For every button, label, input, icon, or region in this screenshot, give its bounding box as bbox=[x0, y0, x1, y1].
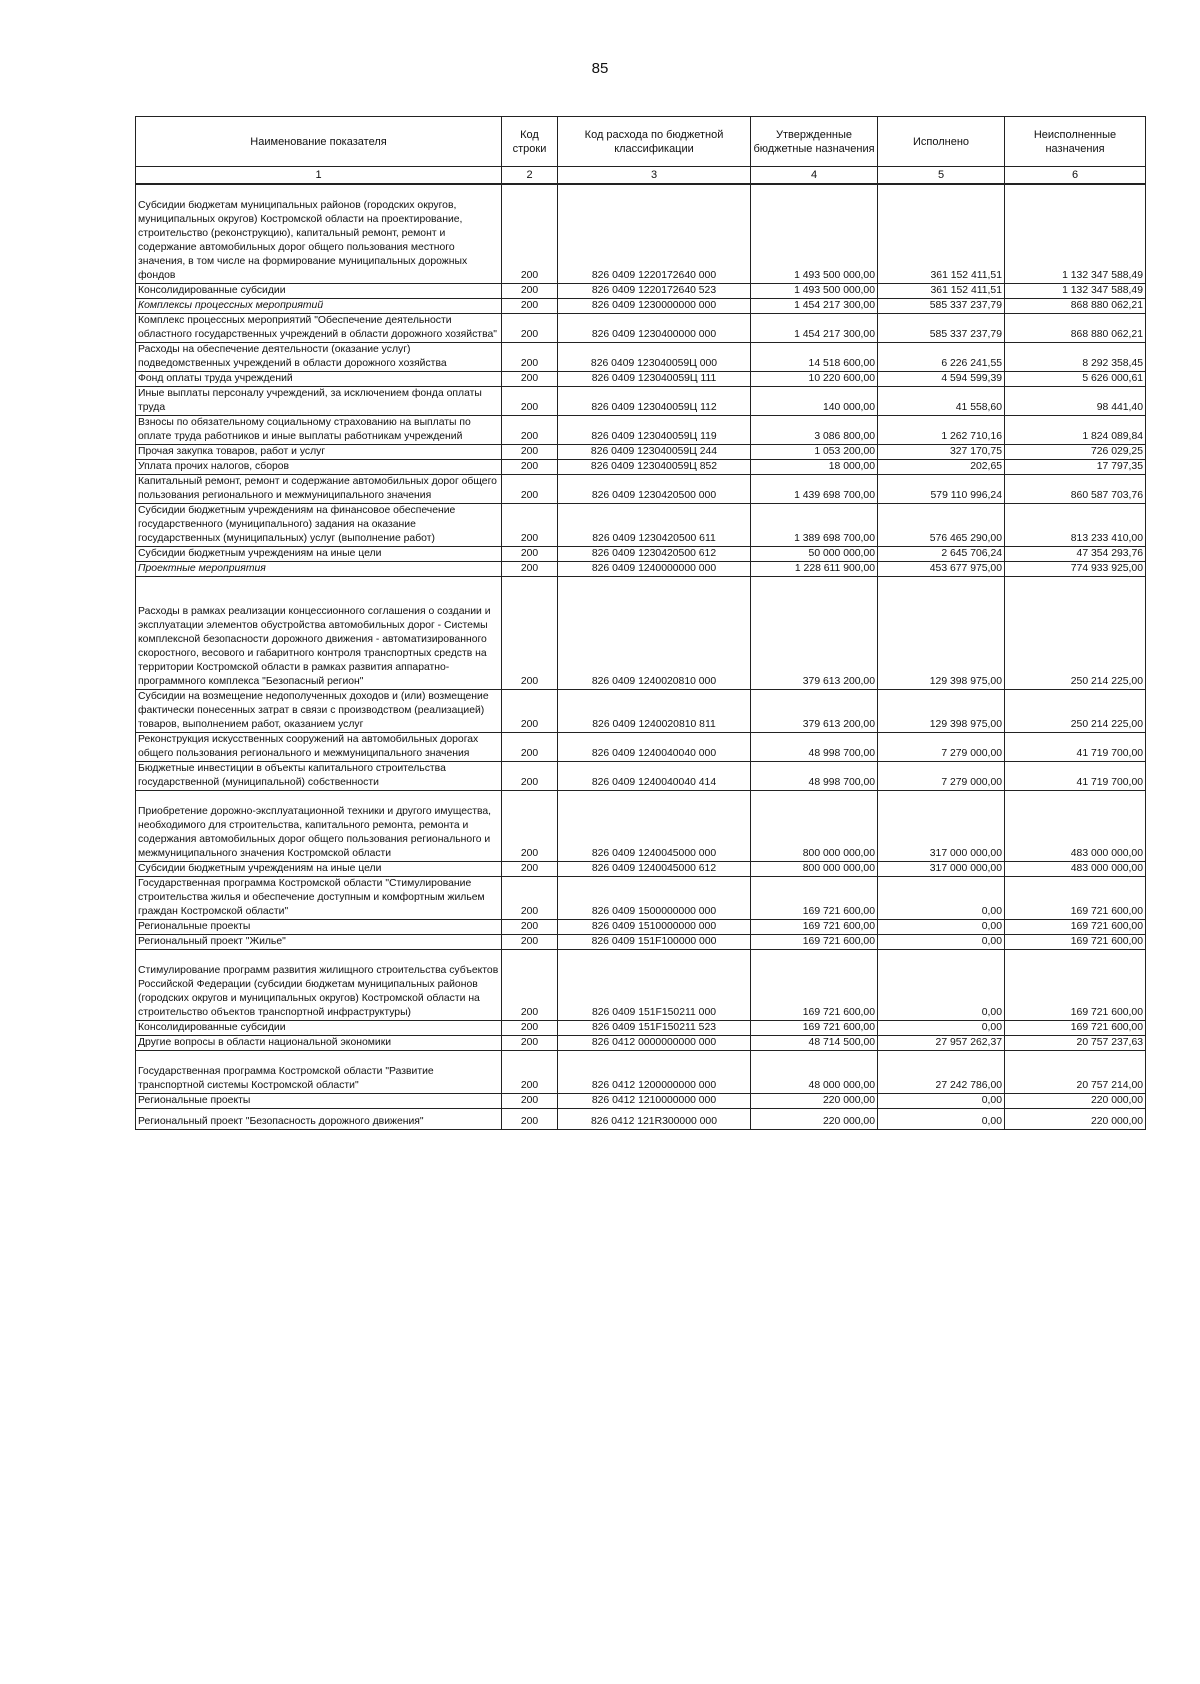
table-row bbox=[136, 762, 1146, 791]
row-line-code-cell: 200 bbox=[502, 184, 558, 284]
row-unexecuted-cell: 250 214 225,00 bbox=[1005, 690, 1146, 733]
row-unexecuted-cell: 169 721 600,00 bbox=[1005, 1021, 1146, 1036]
table-row bbox=[136, 314, 1146, 343]
row-budget-code-cell: 826 0409 1510000000 000 bbox=[558, 920, 751, 935]
row-budget-code-cell: 826 0409 1240020810 811 bbox=[558, 690, 751, 733]
row-budget-code-cell: 826 0409 1500000000 000 bbox=[558, 877, 751, 920]
row-name-cell: Бюджетные инвестиции в объекты капитального строительства государственной (муниципальной) собственности bbox=[136, 762, 502, 791]
row-executed-cell: 317 000 000,00 bbox=[878, 791, 1005, 862]
row-name-cell: Субсидии бюджетным учреждениям на иные цели bbox=[136, 862, 502, 877]
row-unexecuted-cell: 220 000,00 bbox=[1005, 1109, 1146, 1130]
row-approved-cell: 800 000 000,00 bbox=[751, 791, 878, 862]
table-row bbox=[136, 1094, 1146, 1109]
table-row bbox=[136, 547, 1146, 562]
row-executed-cell: 27 957 262,37 bbox=[878, 1036, 1005, 1051]
row-line-code-cell: 200 bbox=[502, 577, 558, 690]
row-unexecuted-cell: 868 880 062,21 bbox=[1005, 299, 1146, 314]
table-row bbox=[136, 299, 1146, 314]
row-line-code-cell: 200 bbox=[502, 284, 558, 299]
row-budget-code-cell: 826 0409 151F150211 523 bbox=[558, 1021, 751, 1036]
row-unexecuted-cell: 220 000,00 bbox=[1005, 1094, 1146, 1109]
row-budget-code-cell: 826 0409 1230420500 612 bbox=[558, 547, 751, 562]
table-row bbox=[136, 1109, 1146, 1130]
row-approved-cell: 48 000 000,00 bbox=[751, 1051, 878, 1094]
row-name-cell: Государственная программа Костромской области "Развитие транспортной системы Костромской области" bbox=[136, 1051, 502, 1094]
row-budget-code-cell: 826 0409 123040059Ц 119 bbox=[558, 416, 751, 445]
row-name-cell: Другие вопросы в области национальной экономики bbox=[136, 1036, 502, 1051]
row-executed-cell: 0,00 bbox=[878, 1109, 1005, 1130]
row-unexecuted-cell: 169 721 600,00 bbox=[1005, 920, 1146, 935]
row-name-cell: Региональные проекты bbox=[136, 920, 502, 935]
row-unexecuted-cell: 1 132 347 588,49 bbox=[1005, 184, 1146, 284]
table-row bbox=[136, 577, 1146, 690]
row-executed-cell: 327 170,75 bbox=[878, 445, 1005, 460]
row-approved-cell: 14 518 600,00 bbox=[751, 343, 878, 372]
column-number: 2 bbox=[502, 167, 558, 185]
row-unexecuted-cell: 47 354 293,76 bbox=[1005, 547, 1146, 562]
row-budget-code-cell: 826 0409 1240045000 000 bbox=[558, 791, 751, 862]
row-unexecuted-cell: 41 719 700,00 bbox=[1005, 762, 1146, 791]
row-name-cell: Капитальный ремонт, ремонт и содержание автомобильных дорог общего пользования регионального и межмуниципального значения bbox=[136, 475, 502, 504]
header-executed: Исполнено bbox=[878, 117, 1005, 167]
row-budget-code-cell: 826 0412 1200000000 000 bbox=[558, 1051, 751, 1094]
row-unexecuted-cell: 20 757 214,00 bbox=[1005, 1051, 1146, 1094]
row-line-code-cell: 200 bbox=[502, 733, 558, 762]
row-approved-cell: 18 000,00 bbox=[751, 460, 878, 475]
row-line-code-cell: 200 bbox=[502, 690, 558, 733]
row-budget-code-cell: 826 0409 1220172640 523 bbox=[558, 284, 751, 299]
table-body bbox=[136, 184, 1146, 1130]
row-name-cell: Стимулирование программ развития жилищного строительства субъектов Российской Федерации (субсидии бюджетам муниципальных районов (городских округов и муниципальных округов) Костромской области на строительство объектов транспортной инфраструктуры) bbox=[136, 950, 502, 1021]
row-unexecuted-cell: 483 000 000,00 bbox=[1005, 791, 1146, 862]
row-budget-code-cell: 826 0409 1230000000 000 bbox=[558, 299, 751, 314]
row-unexecuted-cell: 8 292 358,45 bbox=[1005, 343, 1146, 372]
table-row bbox=[136, 877, 1146, 920]
column-number: 1 bbox=[136, 167, 502, 185]
column-number-row bbox=[136, 167, 1146, 185]
row-name-cell: Расходы на обеспечение деятельности (оказание услуг) подведомственных учреждений в области дорожного хозяйства bbox=[136, 343, 502, 372]
row-line-code-cell: 200 bbox=[502, 416, 558, 445]
row-unexecuted-cell: 726 029,25 bbox=[1005, 445, 1146, 460]
column-number: 5 bbox=[878, 167, 1005, 185]
row-unexecuted-cell: 41 719 700,00 bbox=[1005, 733, 1146, 762]
row-unexecuted-cell: 774 933 925,00 bbox=[1005, 562, 1146, 577]
row-budget-code-cell: 826 0409 1240040040 000 bbox=[558, 733, 751, 762]
row-name-cell: Субсидии на возмещение недополученных доходов и (или) возмещение фактически понесенных затрат в связи с производством (реализацией) товаров, выполнением работ, оказанием услуг bbox=[136, 690, 502, 733]
row-unexecuted-cell: 98 441,40 bbox=[1005, 387, 1146, 416]
table-row bbox=[136, 184, 1146, 284]
row-name-cell: Реконструкция искусственных сооружений на автомобильных дорогах общего пользования регионального и межмуниципального значения bbox=[136, 733, 502, 762]
row-executed-cell: 361 152 411,51 bbox=[878, 184, 1005, 284]
row-budget-code-cell: 826 0412 121R300000 000 bbox=[558, 1109, 751, 1130]
row-line-code-cell: 200 bbox=[502, 372, 558, 387]
table-row bbox=[136, 690, 1146, 733]
row-executed-cell: 576 465 290,00 bbox=[878, 504, 1005, 547]
row-name-cell: Расходы в рамках реализации концессионного соглашения о создании и эксплуатации элементов обустройства автомобильных дорог - Системы комплексной безопасности дорожного движения - автоматизированного скоростного, весового и габаритного контроля транспортных средств на территории Костромской области в рамках развития аппаратно-программного комплекса "Безопасный регион" bbox=[136, 577, 502, 690]
table-row bbox=[136, 372, 1146, 387]
row-budget-code-cell: 826 0409 1220172640 000 bbox=[558, 184, 751, 284]
row-approved-cell: 800 000 000,00 bbox=[751, 862, 878, 877]
row-executed-cell: 0,00 bbox=[878, 920, 1005, 935]
table-row bbox=[136, 1021, 1146, 1036]
page-number: 85 bbox=[591, 60, 609, 77]
row-approved-cell: 1 493 500 000,00 bbox=[751, 284, 878, 299]
row-approved-cell: 169 721 600,00 bbox=[751, 920, 878, 935]
row-name-cell: Субсидии бюджетным учреждениям на финансовое обеспечение государственного (муниципального) задания на оказание государственных (муниципальных) услуг (выполнение работ) bbox=[136, 504, 502, 547]
row-approved-cell: 220 000,00 bbox=[751, 1109, 878, 1130]
row-executed-cell: 129 398 975,00 bbox=[878, 690, 1005, 733]
row-approved-cell: 10 220 600,00 bbox=[751, 372, 878, 387]
row-budget-code-cell: 826 0409 123040059Ц 112 bbox=[558, 387, 751, 416]
row-name-cell: Иные выплаты персоналу учреждений, за исключением фонда оплаты труда bbox=[136, 387, 502, 416]
row-approved-cell: 169 721 600,00 bbox=[751, 950, 878, 1021]
row-budget-code-cell: 826 0409 1230420500 000 bbox=[558, 475, 751, 504]
row-approved-cell: 1 454 217 300,00 bbox=[751, 314, 878, 343]
row-unexecuted-cell: 860 587 703,76 bbox=[1005, 475, 1146, 504]
table-row bbox=[136, 284, 1146, 299]
row-budget-code-cell: 826 0409 123040059Ц 852 bbox=[558, 460, 751, 475]
row-unexecuted-cell: 20 757 237,63 bbox=[1005, 1036, 1146, 1051]
row-unexecuted-cell: 169 721 600,00 bbox=[1005, 935, 1146, 950]
row-executed-cell: 0,00 bbox=[878, 877, 1005, 920]
row-name-cell: Региональные проекты bbox=[136, 1094, 502, 1109]
row-approved-cell: 1 053 200,00 bbox=[751, 445, 878, 460]
row-approved-cell: 48 998 700,00 bbox=[751, 762, 878, 791]
row-approved-cell: 1 389 698 700,00 bbox=[751, 504, 878, 547]
row-approved-cell: 48 998 700,00 bbox=[751, 733, 878, 762]
row-budget-code-cell: 826 0409 1240045000 612 bbox=[558, 862, 751, 877]
table-row bbox=[136, 475, 1146, 504]
row-approved-cell: 169 721 600,00 bbox=[751, 1021, 878, 1036]
row-executed-cell: 361 152 411,51 bbox=[878, 284, 1005, 299]
row-line-code-cell: 200 bbox=[502, 1021, 558, 1036]
header-approved: Утвержденные бюджетные назначения bbox=[751, 117, 878, 167]
row-budget-code-cell: 826 0409 151F100000 000 bbox=[558, 935, 751, 950]
row-approved-cell: 3 086 800,00 bbox=[751, 416, 878, 445]
row-line-code-cell: 200 bbox=[502, 950, 558, 1021]
budget-execution-table bbox=[135, 116, 1146, 1130]
row-line-code-cell: 200 bbox=[502, 862, 558, 877]
row-approved-cell: 379 613 200,00 bbox=[751, 577, 878, 690]
table-row bbox=[136, 387, 1146, 416]
table-row bbox=[136, 445, 1146, 460]
header-row bbox=[136, 117, 1146, 167]
row-executed-cell: 585 337 237,79 bbox=[878, 314, 1005, 343]
row-approved-cell: 1 454 217 300,00 bbox=[751, 299, 878, 314]
row-executed-cell: 317 000 000,00 bbox=[878, 862, 1005, 877]
row-budget-code-cell: 826 0412 0000000000 000 bbox=[558, 1036, 751, 1051]
row-approved-cell: 169 721 600,00 bbox=[751, 935, 878, 950]
row-unexecuted-cell: 250 214 225,00 bbox=[1005, 577, 1146, 690]
row-budget-code-cell: 826 0412 1210000000 000 bbox=[558, 1094, 751, 1109]
row-executed-cell: 579 110 996,24 bbox=[878, 475, 1005, 504]
row-name-cell: Прочая закупка товаров, работ и услуг bbox=[136, 445, 502, 460]
row-executed-cell: 2 645 706,24 bbox=[878, 547, 1005, 562]
row-name-cell: Субсидии бюджетам муниципальных районов (городских округов, муниципальных округов) Костромской области на проектирование, строительство (реконструкцию), капитальный ремонт, ремонт и содержание автомобильных дорог общего пользования местного значения, в том числе на формирование муниципальных дорожных фондов bbox=[136, 184, 502, 284]
row-line-code-cell: 200 bbox=[502, 1109, 558, 1130]
row-executed-cell: 4 594 599,39 bbox=[878, 372, 1005, 387]
row-unexecuted-cell: 868 880 062,21 bbox=[1005, 314, 1146, 343]
table-row bbox=[136, 343, 1146, 372]
row-executed-cell: 0,00 bbox=[878, 1094, 1005, 1109]
row-line-code-cell: 200 bbox=[502, 920, 558, 935]
row-line-code-cell: 200 bbox=[502, 460, 558, 475]
row-executed-cell: 0,00 bbox=[878, 950, 1005, 1021]
row-executed-cell: 585 337 237,79 bbox=[878, 299, 1005, 314]
row-unexecuted-cell: 169 721 600,00 bbox=[1005, 950, 1146, 1021]
row-line-code-cell: 200 bbox=[502, 547, 558, 562]
row-budget-code-cell: 826 0409 123040059Ц 000 bbox=[558, 343, 751, 372]
row-line-code-cell: 200 bbox=[502, 935, 558, 950]
row-line-code-cell: 200 bbox=[502, 314, 558, 343]
row-name-cell: Консолидированные субсидии bbox=[136, 1021, 502, 1036]
row-unexecuted-cell: 17 797,35 bbox=[1005, 460, 1146, 475]
table-row bbox=[136, 935, 1146, 950]
row-name-cell: Государственная программа Костромской области "Стимулирование строительства жилья и обеспечение доступным и комфортным жильем граждан Костромской области" bbox=[136, 877, 502, 920]
row-executed-cell: 7 279 000,00 bbox=[878, 762, 1005, 791]
row-budget-code-cell: 826 0409 1230400000 000 bbox=[558, 314, 751, 343]
table-row bbox=[136, 733, 1146, 762]
row-name-cell: Комплекс процессных мероприятий "Обеспечение деятельности областного государственных учреждений в области дорожного хозяйства" bbox=[136, 314, 502, 343]
row-unexecuted-cell: 169 721 600,00 bbox=[1005, 877, 1146, 920]
row-name-cell: Фонд оплаты труда учреждений bbox=[136, 372, 502, 387]
row-unexecuted-cell: 1 824 089,84 bbox=[1005, 416, 1146, 445]
row-approved-cell: 140 000,00 bbox=[751, 387, 878, 416]
row-executed-cell: 27 242 786,00 bbox=[878, 1051, 1005, 1094]
table-row bbox=[136, 504, 1146, 547]
row-executed-cell: 0,00 bbox=[878, 935, 1005, 950]
row-executed-cell: 6 226 241,55 bbox=[878, 343, 1005, 372]
row-approved-cell: 1 228 611 900,00 bbox=[751, 562, 878, 577]
row-executed-cell: 41 558,60 bbox=[878, 387, 1005, 416]
table-row bbox=[136, 862, 1146, 877]
header-line-code: Код строки bbox=[502, 117, 558, 167]
row-approved-cell: 220 000,00 bbox=[751, 1094, 878, 1109]
row-executed-cell: 7 279 000,00 bbox=[878, 733, 1005, 762]
row-executed-cell: 453 677 975,00 bbox=[878, 562, 1005, 577]
row-approved-cell: 50 000 000,00 bbox=[751, 547, 878, 562]
row-name-cell: Субсидии бюджетным учреждениям на иные цели bbox=[136, 547, 502, 562]
row-name-cell: Уплата прочих налогов, сборов bbox=[136, 460, 502, 475]
table-row bbox=[136, 460, 1146, 475]
row-line-code-cell: 200 bbox=[502, 877, 558, 920]
header-unexecuted: Неисполненные назначения bbox=[1005, 117, 1146, 167]
row-budget-code-cell: 826 0409 123040059Ц 244 bbox=[558, 445, 751, 460]
row-unexecuted-cell: 5 626 000,61 bbox=[1005, 372, 1146, 387]
row-budget-code-cell: 826 0409 151F150211 000 bbox=[558, 950, 751, 1021]
table-row bbox=[136, 920, 1146, 935]
row-line-code-cell: 200 bbox=[502, 1051, 558, 1094]
row-name-cell: Приобретение дорожно-эксплуатационной техники и другого имущества, необходимого для строительства, капитального ремонта, ремонта и содержания автомобильных дорог общего пользования регионального и межмуниципального значения Костромской области bbox=[136, 791, 502, 862]
row-line-code-cell: 200 bbox=[502, 445, 558, 460]
row-unexecuted-cell: 1 132 347 588,49 bbox=[1005, 284, 1146, 299]
row-name-cell: Консолидированные субсидии bbox=[136, 284, 502, 299]
row-name-cell: Региональный проект "Жилье" bbox=[136, 935, 502, 950]
row-line-code-cell: 200 bbox=[502, 562, 558, 577]
row-budget-code-cell: 826 0409 1240020810 000 bbox=[558, 577, 751, 690]
column-number: 3 bbox=[558, 167, 751, 185]
row-executed-cell: 1 262 710,16 bbox=[878, 416, 1005, 445]
row-unexecuted-cell: 483 000 000,00 bbox=[1005, 862, 1146, 877]
row-line-code-cell: 200 bbox=[502, 1036, 558, 1051]
row-line-code-cell: 200 bbox=[502, 475, 558, 504]
row-line-code-cell: 200 bbox=[502, 504, 558, 547]
row-approved-cell: 48 714 500,00 bbox=[751, 1036, 878, 1051]
row-line-code-cell: 200 bbox=[502, 299, 558, 314]
table-row bbox=[136, 791, 1146, 862]
row-name-cell: Проектные мероприятия bbox=[136, 562, 502, 577]
row-approved-cell: 379 613 200,00 bbox=[751, 690, 878, 733]
row-name-cell: Комплексы процессных мероприятий bbox=[136, 299, 502, 314]
row-budget-code-cell: 826 0409 1240040040 414 bbox=[558, 762, 751, 791]
row-approved-cell: 1 493 500 000,00 bbox=[751, 184, 878, 284]
row-line-code-cell: 200 bbox=[502, 1094, 558, 1109]
row-line-code-cell: 200 bbox=[502, 791, 558, 862]
table-row bbox=[136, 562, 1146, 577]
table-row bbox=[136, 1051, 1146, 1094]
column-number: 6 bbox=[1005, 167, 1146, 185]
row-line-code-cell: 200 bbox=[502, 762, 558, 791]
row-executed-cell: 129 398 975,00 bbox=[878, 577, 1005, 690]
row-unexecuted-cell: 813 233 410,00 bbox=[1005, 504, 1146, 547]
row-line-code-cell: 200 bbox=[502, 343, 558, 372]
table-row bbox=[136, 950, 1146, 1021]
table-row bbox=[136, 1036, 1146, 1051]
column-number: 4 bbox=[751, 167, 878, 185]
header-budget-code: Код расхода по бюджетной классификации bbox=[558, 117, 751, 167]
row-executed-cell: 0,00 bbox=[878, 1021, 1005, 1036]
row-approved-cell: 169 721 600,00 bbox=[751, 877, 878, 920]
row-line-code-cell: 200 bbox=[502, 387, 558, 416]
row-budget-code-cell: 826 0409 1240000000 000 bbox=[558, 562, 751, 577]
row-executed-cell: 202,65 bbox=[878, 460, 1005, 475]
row-budget-code-cell: 826 0409 1230420500 611 bbox=[558, 504, 751, 547]
table-row bbox=[136, 416, 1146, 445]
row-name-cell: Взносы по обязательному социальному страхованию на выплаты по оплате труда работников и иные выплаты работникам учреждений bbox=[136, 416, 502, 445]
header-name: Наименование показателя bbox=[136, 117, 502, 167]
row-name-cell: Региональный проект "Безопасность дорожного движения" bbox=[136, 1109, 502, 1130]
row-approved-cell: 1 439 698 700,00 bbox=[751, 475, 878, 504]
row-budget-code-cell: 826 0409 123040059Ц 111 bbox=[558, 372, 751, 387]
